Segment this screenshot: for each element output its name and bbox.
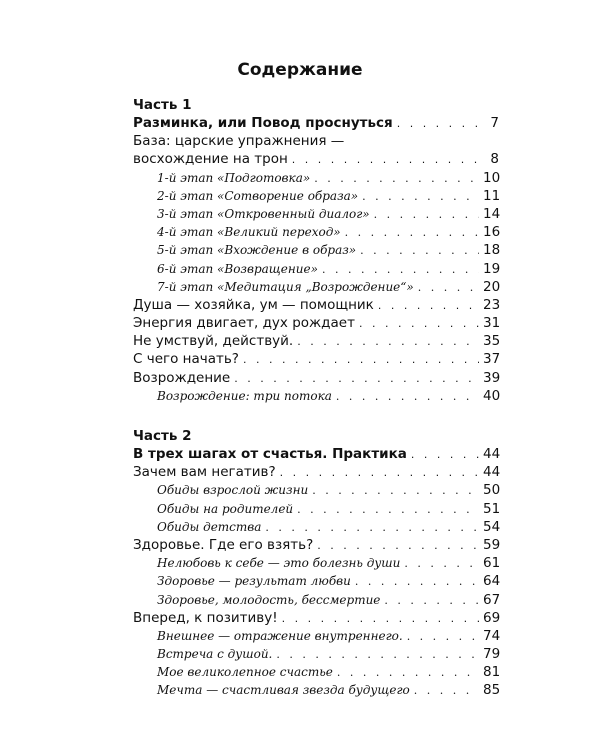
dot-leader bbox=[336, 388, 479, 406]
entry-title: Здоровье. Где его взять? bbox=[133, 536, 314, 553]
toc-entry[interactable] bbox=[133, 463, 499, 481]
entry-title: В трех шагах от счастья. Практика bbox=[133, 446, 407, 462]
toc-subentry[interactable] bbox=[133, 205, 499, 223]
toc-entry[interactable] bbox=[133, 350, 499, 368]
page-number: 35 bbox=[483, 333, 501, 350]
dot-leader bbox=[404, 555, 479, 573]
page-number: 19 bbox=[483, 260, 501, 277]
dot-leader bbox=[384, 592, 479, 610]
dot-leader bbox=[265, 519, 479, 537]
page-title: Содержание bbox=[237, 60, 363, 80]
page-number: 85 bbox=[483, 682, 501, 699]
entry-title: С чего начать? bbox=[133, 351, 239, 368]
entry-title: Здоровье, молодость, бессмертие bbox=[157, 592, 381, 607]
dot-leader bbox=[397, 115, 479, 133]
entry-title: 5-й этап «Вхождение в образ» bbox=[157, 243, 357, 258]
entry-title: Вперед, к позитиву! bbox=[133, 609, 278, 626]
toc-entry[interactable] bbox=[133, 445, 499, 463]
toc-subentry[interactable] bbox=[133, 500, 499, 518]
table-of-contents bbox=[133, 97, 499, 700]
page-number: 14 bbox=[483, 205, 501, 222]
toc-subentry[interactable] bbox=[133, 663, 499, 681]
toc-entry[interactable] bbox=[133, 314, 499, 332]
toc-subentry[interactable] bbox=[133, 627, 499, 645]
page-number: 7 bbox=[490, 115, 499, 131]
dot-leader bbox=[317, 537, 479, 555]
toc-entry[interactable] bbox=[133, 150, 499, 168]
entry-title: 6-й этап «Возвращение» bbox=[157, 261, 318, 276]
toc-subentry[interactable] bbox=[133, 223, 499, 241]
page-number: 79 bbox=[483, 646, 501, 663]
entry-title: Возрождение bbox=[133, 369, 231, 386]
page-number: 23 bbox=[483, 296, 501, 313]
page-number: 74 bbox=[483, 627, 501, 644]
toc-entry[interactable] bbox=[133, 609, 499, 627]
page-number: 10 bbox=[483, 169, 501, 186]
entry-title: Обиды на родителей bbox=[157, 501, 294, 516]
dot-leader bbox=[345, 224, 479, 242]
dot-leader bbox=[292, 151, 479, 169]
dot-leader bbox=[297, 501, 479, 519]
dot-leader bbox=[407, 628, 479, 646]
entry-title: Не умствуй, действуй. bbox=[133, 333, 294, 350]
entry-title: Обиды детства bbox=[157, 519, 262, 534]
page-number: 51 bbox=[483, 500, 501, 517]
toc-subentry[interactable] bbox=[133, 645, 499, 663]
entry-title: Здоровье — результат любви bbox=[157, 574, 351, 589]
dot-leader bbox=[355, 573, 479, 591]
dot-leader bbox=[282, 610, 479, 628]
toc-entry[interactable] bbox=[133, 132, 499, 150]
toc-subentry[interactable] bbox=[133, 169, 499, 187]
dot-leader bbox=[418, 279, 479, 297]
dot-leader bbox=[378, 297, 479, 315]
toc-subentry[interactable] bbox=[133, 554, 499, 572]
toc-subentry[interactable] bbox=[133, 241, 499, 259]
page-number: 50 bbox=[483, 482, 501, 499]
dot-leader bbox=[359, 315, 479, 333]
entry-title: 2-й этап «Сотворение образа» bbox=[157, 188, 359, 203]
toc-subentry[interactable] bbox=[133, 481, 499, 499]
entry-title: Душа — хозяйка, ум — помощник bbox=[133, 296, 374, 313]
dot-leader bbox=[243, 351, 479, 369]
entry-title: Разминка, или Повод проснуться bbox=[133, 115, 393, 131]
dot-leader bbox=[322, 261, 479, 279]
entry-title: Встреча с душой. bbox=[157, 647, 273, 662]
page-number: 18 bbox=[483, 242, 501, 259]
toc-entry[interactable] bbox=[133, 536, 499, 554]
entry-title: 3-й этап «Откровенный диалог» bbox=[157, 206, 370, 221]
toc-subentry[interactable] bbox=[133, 572, 499, 590]
toc-entry[interactable] bbox=[133, 369, 499, 387]
dot-leader bbox=[337, 664, 479, 682]
entry-title: Мечта — счастливая звезда будущего bbox=[157, 683, 410, 698]
page-number: 8 bbox=[490, 151, 499, 168]
entry-title: База: царские упражнения — bbox=[133, 133, 345, 150]
page-number: 37 bbox=[483, 351, 501, 368]
toc-entry[interactable] bbox=[133, 332, 499, 350]
page-number: 54 bbox=[483, 518, 501, 535]
toc-subentry[interactable] bbox=[133, 591, 499, 609]
entry-title: Внешнее — отражение внутреннего. bbox=[157, 628, 403, 643]
toc-subentry[interactable] bbox=[133, 518, 499, 536]
entry-title: 4-й этап «Великий переход» bbox=[157, 225, 341, 240]
page-number: 67 bbox=[483, 591, 501, 608]
toc-subentry[interactable] bbox=[133, 681, 499, 699]
entry-title: Нелюбовь к себе — это болезнь души bbox=[157, 556, 401, 571]
page-number: 31 bbox=[483, 315, 501, 332]
page-number: 11 bbox=[483, 187, 501, 204]
toc-subentry[interactable] bbox=[133, 387, 499, 405]
entry-title: Возрождение: три потока bbox=[157, 388, 332, 403]
dot-leader bbox=[374, 206, 479, 224]
entry-title: восхождение на трон bbox=[133, 151, 288, 168]
dot-leader bbox=[234, 370, 479, 388]
dot-leader bbox=[314, 170, 479, 188]
part-heading: Часть 2 bbox=[133, 428, 192, 444]
toc-subentry[interactable] bbox=[133, 278, 499, 296]
dot-leader bbox=[280, 464, 479, 482]
dot-leader bbox=[276, 646, 479, 664]
page-number: 61 bbox=[483, 555, 501, 572]
page-number: 20 bbox=[483, 278, 501, 295]
page-number: 40 bbox=[483, 387, 501, 404]
entry-title: 1-й этап «Подготовка» bbox=[157, 170, 311, 185]
page-number: 69 bbox=[483, 609, 501, 626]
entry-title: Энергия двигает, дух рождает bbox=[133, 315, 355, 332]
page-number: 64 bbox=[483, 573, 501, 590]
page-number: 44 bbox=[483, 464, 501, 481]
entry-title: Мое великолепное счастье bbox=[157, 665, 333, 680]
page-number: 81 bbox=[483, 664, 501, 681]
toc-subentry[interactable] bbox=[133, 187, 499, 205]
page-number: 16 bbox=[483, 224, 501, 241]
page-number: 39 bbox=[483, 369, 501, 386]
toc-entry[interactable] bbox=[133, 114, 499, 132]
toc-entry[interactable] bbox=[133, 296, 499, 314]
entry-title: Зачем вам негатив? bbox=[133, 464, 276, 481]
entry-title: 7-й этап «Медитация „Возрождение“» bbox=[157, 279, 414, 294]
page-number: 59 bbox=[483, 536, 501, 553]
dot-leader bbox=[312, 482, 479, 500]
dot-leader bbox=[411, 446, 479, 464]
dot-leader bbox=[360, 242, 479, 260]
entry-title: Обиды взрослой жизни bbox=[157, 483, 309, 498]
dot-leader bbox=[297, 333, 479, 351]
dot-leader bbox=[362, 188, 479, 206]
toc-subentry[interactable] bbox=[133, 260, 499, 278]
dot-leader bbox=[414, 682, 479, 700]
part-heading: Часть 1 bbox=[133, 97, 192, 113]
page-number: 44 bbox=[483, 446, 501, 462]
